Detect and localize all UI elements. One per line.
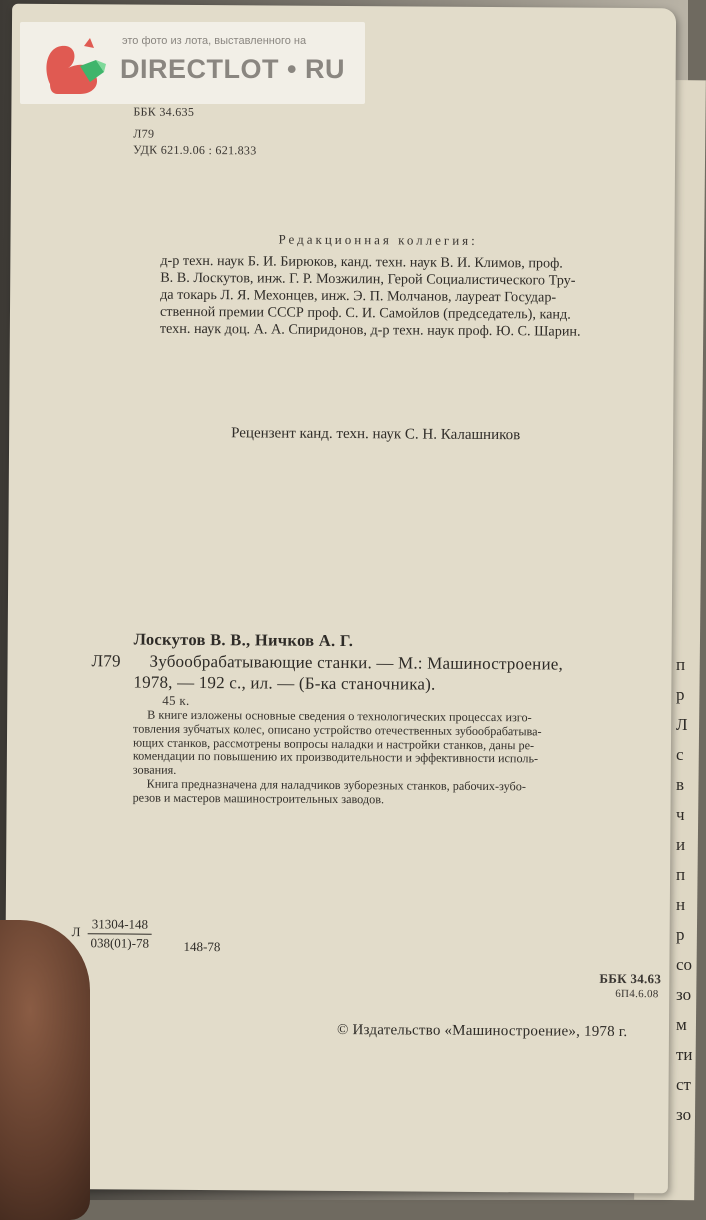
book-title: Зубообрабатывающие станки. — М.: Машиностроение, [149,651,564,674]
editorial-line: да токарь Л. Я. Мехонцев, инж. Э. П. Молчанов, лауреат Государ- [160,286,557,306]
adjacent-letter: ст [676,1075,691,1094]
bbk-code: ББК 34.635 [133,104,195,119]
adjacent-letter: и [676,835,686,854]
adjacent-letter: н [676,895,686,914]
adjacent-letter: р [676,925,685,944]
adjacent-letter: со [676,955,693,974]
adjacent-letter: м [676,1015,687,1034]
audience-line: Книга предназначена для наладчиков зуборезных станков, рабочих-зубо- [146,776,526,794]
watermark [20,22,365,104]
annotation-line: товления зубчатых колес, описано устройство отечественных зубообрабатыва- [133,721,542,739]
editorial-board-heading: Редакционная коллегия: [278,231,478,248]
print-code-denominator: 038(01)-78 [90,935,150,951]
reviewer: Рецензент канд. техн. наук С. Н. Калашников [231,425,521,444]
squirrel-logo-icon [40,36,112,98]
editorial-line: д-р техн. наук Б. И. Бирюков, канд. техн. наук В. И. Климов, проф. [160,252,563,272]
print-code-fraction [88,916,153,951]
thumb [0,920,90,1220]
annotation-line: зования. [132,762,177,778]
audience-line: резов и мастеров машиностроительных заводов. [132,790,385,807]
editorial-line: В. В. Лоскутов, инж. Г. Р. Мозжилин, Герой Социалистического Тру- [160,269,576,289]
catalog-index: Л79 [91,651,121,671]
adjacent-letter: п [676,655,686,674]
adjacent-letter: с [676,745,684,764]
bbk-bottom-sub: 6П4.6.08 [615,987,659,1001]
bbk-bottom: ББК 34.63 [599,970,662,987]
editorial-board-list [160,253,581,341]
adjacent-letter: зо [676,1105,692,1124]
copyright: © Издательство «Машиностроение», 1978 г. [336,1021,628,1041]
annotation-line: комендации по повышению их производительности и эффективности исполь- [132,748,539,766]
adjacent-letter: Л [676,715,688,734]
publication-details: 1978, — 192 с., ил. — (Б-ка станочника). [133,672,436,694]
print-code-suffix: 148-78 [183,938,221,955]
watermark-caption: это фото из лота, выставленного на [122,35,307,47]
annotation [133,709,542,808]
adjacent-letter: ти [676,1045,693,1064]
price: 45 к. [162,692,190,708]
print-code-letter: Л [71,924,81,940]
adjacent-letter: в [676,775,685,794]
print-code-numerator: 31304-148 [88,916,152,934]
annotation-line: ющих станков, рассмотрены вопросы наладки и настройки станков, даны ре- [132,735,535,752]
udk-code: УДК 621.9.06 : 621.833 [133,142,257,158]
adjacent-letter: ч [676,805,685,824]
annotation-line: В книге изложены основные сведения о технологических процессах изго- [147,707,532,725]
editorial-line: ственной премии СССР проф. С. И. Самойлов (председатель), канд. [159,303,571,323]
book-page [4,4,676,1194]
index-code: Л79 [133,126,155,141]
adjacent-page-text [676,650,693,1130]
adjacent-letter: р [676,685,685,704]
watermark-brand: DIRECTLOT • RU [120,54,345,84]
editorial-line: техн. наук доц. А. А. Спиридонов, д-р техн. наук проф. Ю. С. Шарин. [159,320,581,340]
adjacent-letter: зо [676,985,692,1004]
adjacent-letter: п [676,865,686,884]
authors: Лоскутов В. В., Ничков А. Г. [133,629,354,651]
